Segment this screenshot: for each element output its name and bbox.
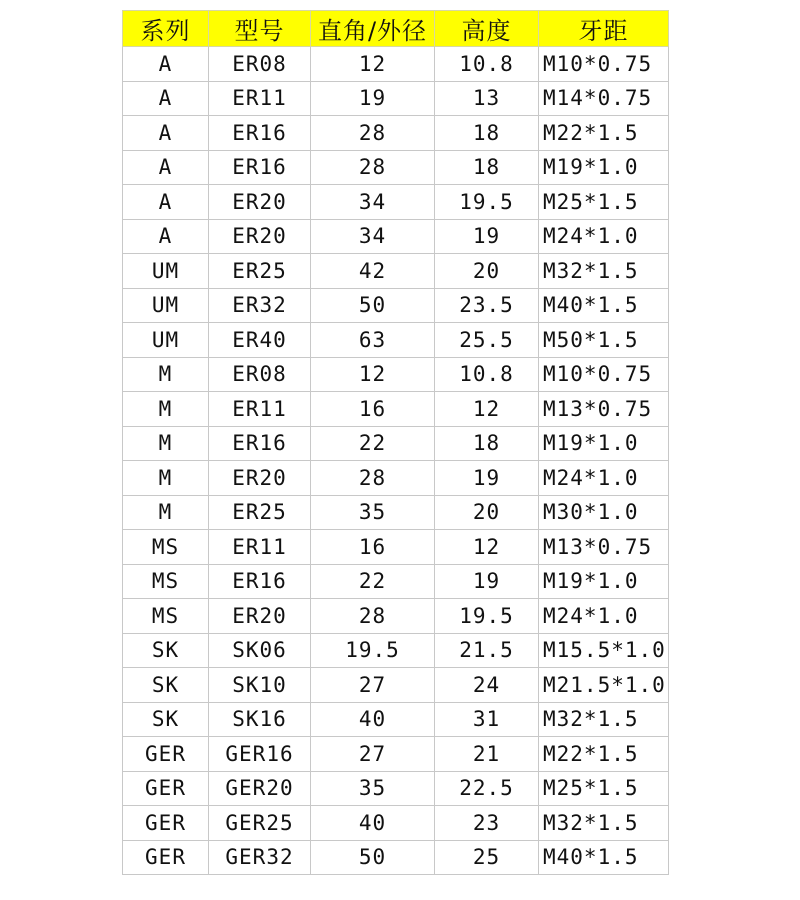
- cell-thread-pitch: M30*1.0: [539, 495, 669, 530]
- cell-model: SK10: [209, 668, 311, 703]
- cell-height: 23.5: [435, 288, 539, 323]
- cell-series: A: [123, 47, 209, 82]
- cell-height: 18: [435, 426, 539, 461]
- cell-diameter: 34: [311, 219, 435, 254]
- cell-diameter: 28: [311, 116, 435, 151]
- cell-height: 19: [435, 461, 539, 496]
- cell-thread-pitch: M19*1.0: [539, 426, 669, 461]
- table-row: [123, 495, 669, 530]
- cell-thread-pitch: M22*1.5: [539, 116, 669, 151]
- cell-thread-pitch: M13*0.75: [539, 530, 669, 565]
- table-row: [123, 564, 669, 599]
- table-row: [123, 530, 669, 565]
- cell-model: ER16: [209, 426, 311, 461]
- cell-model: ER20: [209, 461, 311, 496]
- header-diameter: 直角/外径: [311, 11, 435, 47]
- cell-series: SK: [123, 668, 209, 703]
- cell-thread-pitch: M10*0.75: [539, 47, 669, 82]
- cell-height: 24: [435, 668, 539, 703]
- cell-thread-pitch: M32*1.5: [539, 702, 669, 737]
- cell-model: ER40: [209, 323, 311, 358]
- cell-model: ER08: [209, 47, 311, 82]
- cell-thread-pitch: M25*1.5: [539, 185, 669, 220]
- cell-series: M: [123, 392, 209, 427]
- table-row: [123, 426, 669, 461]
- cell-height: 18: [435, 116, 539, 151]
- cell-model: ER11: [209, 392, 311, 427]
- table-row: [123, 219, 669, 254]
- cell-height: 18: [435, 150, 539, 185]
- cell-model: ER32: [209, 288, 311, 323]
- table-row: [123, 806, 669, 841]
- cell-height: 31: [435, 702, 539, 737]
- cell-height: 25.5: [435, 323, 539, 358]
- cell-height: 20: [435, 495, 539, 530]
- cell-thread-pitch: M15.5*1.0: [539, 633, 669, 668]
- cell-model: ER25: [209, 254, 311, 289]
- cell-model: ER16: [209, 150, 311, 185]
- cell-thread-pitch: M14*0.75: [539, 81, 669, 116]
- cell-diameter: 27: [311, 737, 435, 772]
- cell-height: 12: [435, 530, 539, 565]
- cell-diameter: 35: [311, 495, 435, 530]
- cell-thread-pitch: M24*1.0: [539, 599, 669, 634]
- cell-height: 21.5: [435, 633, 539, 668]
- cell-model: SK16: [209, 702, 311, 737]
- cell-model: ER20: [209, 219, 311, 254]
- cell-diameter: 50: [311, 840, 435, 875]
- table-row: [123, 840, 669, 875]
- table-header: [123, 11, 669, 47]
- cell-thread-pitch: M24*1.0: [539, 219, 669, 254]
- table-row: [123, 599, 669, 634]
- cell-thread-pitch: M40*1.5: [539, 288, 669, 323]
- cell-series: GER: [123, 840, 209, 875]
- cell-series: A: [123, 116, 209, 151]
- cell-diameter: 27: [311, 668, 435, 703]
- cell-thread-pitch: M19*1.0: [539, 564, 669, 599]
- cell-series: GER: [123, 737, 209, 772]
- cell-model: ER20: [209, 599, 311, 634]
- cell-thread-pitch: M22*1.5: [539, 737, 669, 772]
- cell-diameter: 16: [311, 530, 435, 565]
- table-row: [123, 47, 669, 82]
- cell-height: 12: [435, 392, 539, 427]
- cell-model: ER08: [209, 357, 311, 392]
- cell-thread-pitch: M25*1.5: [539, 771, 669, 806]
- cell-series: GER: [123, 806, 209, 841]
- table-row: [123, 668, 669, 703]
- header-height: 高度: [435, 11, 539, 47]
- table-row: [123, 633, 669, 668]
- cell-diameter: 40: [311, 702, 435, 737]
- cell-series: A: [123, 150, 209, 185]
- cell-diameter: 28: [311, 461, 435, 496]
- cell-height: 19: [435, 219, 539, 254]
- cell-model: GER16: [209, 737, 311, 772]
- cell-thread-pitch: M21.5*1.0: [539, 668, 669, 703]
- cell-model: ER11: [209, 530, 311, 565]
- cell-series: UM: [123, 323, 209, 358]
- cell-thread-pitch: M40*1.5: [539, 840, 669, 875]
- table-row: [123, 185, 669, 220]
- table-row: [123, 702, 669, 737]
- cell-diameter: 50: [311, 288, 435, 323]
- table-row: [123, 771, 669, 806]
- cell-diameter: 19.5: [311, 633, 435, 668]
- table-row: [123, 323, 669, 358]
- cell-thread-pitch: M32*1.5: [539, 806, 669, 841]
- cell-height: 19: [435, 564, 539, 599]
- table-row: [123, 81, 669, 116]
- cell-model: ER25: [209, 495, 311, 530]
- cell-height: 13: [435, 81, 539, 116]
- cell-diameter: 28: [311, 599, 435, 634]
- cell-diameter: 40: [311, 806, 435, 841]
- cell-diameter: 12: [311, 47, 435, 82]
- cell-series: A: [123, 185, 209, 220]
- cell-diameter: 16: [311, 392, 435, 427]
- cell-model: ER16: [209, 116, 311, 151]
- cell-series: GER: [123, 771, 209, 806]
- cell-series: MS: [123, 564, 209, 599]
- cell-thread-pitch: M24*1.0: [539, 461, 669, 496]
- cell-model: GER20: [209, 771, 311, 806]
- table-row: [123, 116, 669, 151]
- cell-diameter: 22: [311, 564, 435, 599]
- cell-diameter: 35: [311, 771, 435, 806]
- table-row: [123, 392, 669, 427]
- cell-series: UM: [123, 288, 209, 323]
- cell-series: MS: [123, 530, 209, 565]
- cell-series: A: [123, 81, 209, 116]
- cell-diameter: 34: [311, 185, 435, 220]
- header-model: 型号: [209, 11, 311, 47]
- cell-series: A: [123, 219, 209, 254]
- cell-series: M: [123, 461, 209, 496]
- table-row: [123, 737, 669, 772]
- table-row: [123, 357, 669, 392]
- cell-series: SK: [123, 633, 209, 668]
- cell-diameter: 19: [311, 81, 435, 116]
- cell-diameter: 12: [311, 357, 435, 392]
- cell-height: 10.8: [435, 47, 539, 82]
- cell-thread-pitch: M32*1.5: [539, 254, 669, 289]
- cell-thread-pitch: M13*0.75: [539, 392, 669, 427]
- cell-thread-pitch: M10*0.75: [539, 357, 669, 392]
- header-thread-pitch: 牙距: [539, 11, 669, 47]
- cell-height: 25: [435, 840, 539, 875]
- table-row: [123, 288, 669, 323]
- cell-height: 10.8: [435, 357, 539, 392]
- cell-height: 19.5: [435, 185, 539, 220]
- cell-series: M: [123, 495, 209, 530]
- cell-diameter: 42: [311, 254, 435, 289]
- cell-series: UM: [123, 254, 209, 289]
- cell-model: GER32: [209, 840, 311, 875]
- cell-series: MS: [123, 599, 209, 634]
- cell-diameter: 63: [311, 323, 435, 358]
- cell-height: 23: [435, 806, 539, 841]
- table-row: [123, 461, 669, 496]
- cell-model: ER11: [209, 81, 311, 116]
- cell-series: SK: [123, 702, 209, 737]
- table-row: [123, 150, 669, 185]
- table-body: [123, 47, 669, 875]
- cell-height: 22.5: [435, 771, 539, 806]
- cell-height: 19.5: [435, 599, 539, 634]
- cell-model: SK06: [209, 633, 311, 668]
- cell-diameter: 22: [311, 426, 435, 461]
- cell-model: ER16: [209, 564, 311, 599]
- cell-height: 21: [435, 737, 539, 772]
- header-row: [123, 11, 669, 47]
- cell-height: 20: [435, 254, 539, 289]
- cell-series: M: [123, 426, 209, 461]
- spec-table: [122, 10, 669, 875]
- cell-diameter: 28: [311, 150, 435, 185]
- cell-thread-pitch: M19*1.0: [539, 150, 669, 185]
- cell-model: GER25: [209, 806, 311, 841]
- cell-model: ER20: [209, 185, 311, 220]
- table-row: [123, 254, 669, 289]
- cell-series: M: [123, 357, 209, 392]
- header-series: 系列: [123, 11, 209, 47]
- cell-thread-pitch: M50*1.5: [539, 323, 669, 358]
